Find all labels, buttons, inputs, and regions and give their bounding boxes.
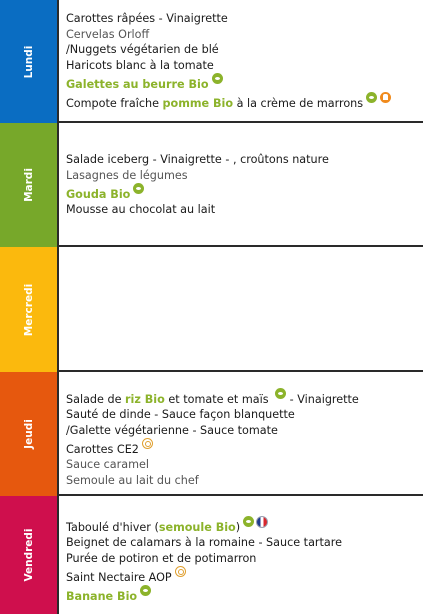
day-row-mardi — [0, 123, 423, 247]
menu-item: Lasagnes de légumes — [66, 168, 188, 182]
menu-text: à la crème de marrons — [233, 97, 364, 111]
menu-item: Sauté de dinde - Sauce façon blanquette — [66, 408, 295, 421]
menu-text: Salade de — [66, 393, 126, 406]
day-row-jeudi — [0, 372, 423, 496]
bio-leaf-icon — [212, 73, 223, 84]
quality-label-icon — [142, 438, 153, 449]
menu-text: - Vinaigrette — [286, 393, 359, 406]
day-band-lundi — [0, 0, 59, 123]
menu-item — [66, 183, 419, 202]
menu-lundi — [66, 11, 419, 111]
france-flag-icon — [256, 516, 268, 528]
day-label-mardi: Mardi — [22, 168, 35, 202]
bio-product: semoule Bio — [158, 521, 236, 534]
day-band-vendredi — [0, 496, 59, 614]
bio-leaf-icon — [366, 92, 377, 103]
bio-leaf-icon — [275, 388, 286, 399]
day-label-lundi: Lundi — [22, 45, 35, 78]
bio-product: Banane Bio — [66, 590, 138, 604]
day-label-vendredi: Vendredi — [22, 528, 35, 582]
menu-mardi — [66, 152, 419, 218]
menu-item: /Galette végétarienne - Sauce tomate — [66, 423, 278, 437]
menu-item: Beignet de calamars à la romaine - Sauce tartare — [66, 536, 343, 549]
menu-item — [66, 92, 419, 111]
day-row-lundi — [0, 0, 423, 123]
menu-text: Taboulé d'hiver ( — [66, 521, 159, 534]
menu-item: Salade iceberg - Vinaigrette - , croûtons nature — [66, 153, 329, 166]
menu-text: Compote fraîche — [66, 97, 163, 111]
menu-item: Carottes râpées - Vinaigrette — [66, 12, 228, 25]
menu-item: Semoule au lait du chef — [66, 473, 199, 487]
day-label-jeudi: Jeudi — [22, 419, 35, 449]
day-row-vendredi — [0, 496, 423, 614]
day-row-mercredi — [0, 247, 423, 372]
chef-hat-icon — [380, 92, 391, 103]
bio-leaf-icon — [133, 183, 144, 194]
bio-product: Gouda Bio — [66, 188, 131, 202]
menu-text: Carottes CE2 — [66, 443, 139, 457]
menu-item: Cervelas Orloff — [66, 27, 150, 41]
menu-item — [66, 516, 419, 535]
menu-item: Sauce caramel — [66, 458, 149, 472]
day-band-mercredi — [0, 247, 59, 372]
menu-item: Mousse au chocolat au lait — [66, 203, 216, 217]
menu-text: et tomate et maïs — [164, 393, 273, 406]
day-label-mercredi: Mercredi — [22, 283, 35, 336]
menu-text: Saint Nectaire AOP — [66, 571, 172, 585]
menu-item: /Nuggets végétarien de blé — [66, 43, 219, 57]
bio-leaf-icon — [243, 516, 254, 527]
quality-label-icon — [175, 566, 186, 577]
menu-item — [66, 388, 419, 407]
day-band-mardi — [0, 123, 59, 247]
bio-product: Galettes au beurre Bio — [66, 78, 209, 92]
bio-product: pomme Bio — [162, 97, 234, 111]
menu-item: Purée de potiron et de potimarron — [66, 551, 257, 565]
menu-vendredi — [66, 516, 419, 604]
day-band-jeudi — [0, 372, 59, 496]
menu-jeudi — [66, 388, 419, 488]
menu-item — [66, 73, 419, 92]
bio-product: riz Bio — [125, 393, 165, 406]
menu-item — [66, 585, 419, 604]
menu-item: Haricots blanc à la tomate — [66, 58, 214, 72]
menu-item — [66, 566, 419, 585]
menu-item — [66, 438, 419, 457]
bio-leaf-icon — [140, 585, 151, 596]
menu-text: ) — [235, 521, 241, 534]
